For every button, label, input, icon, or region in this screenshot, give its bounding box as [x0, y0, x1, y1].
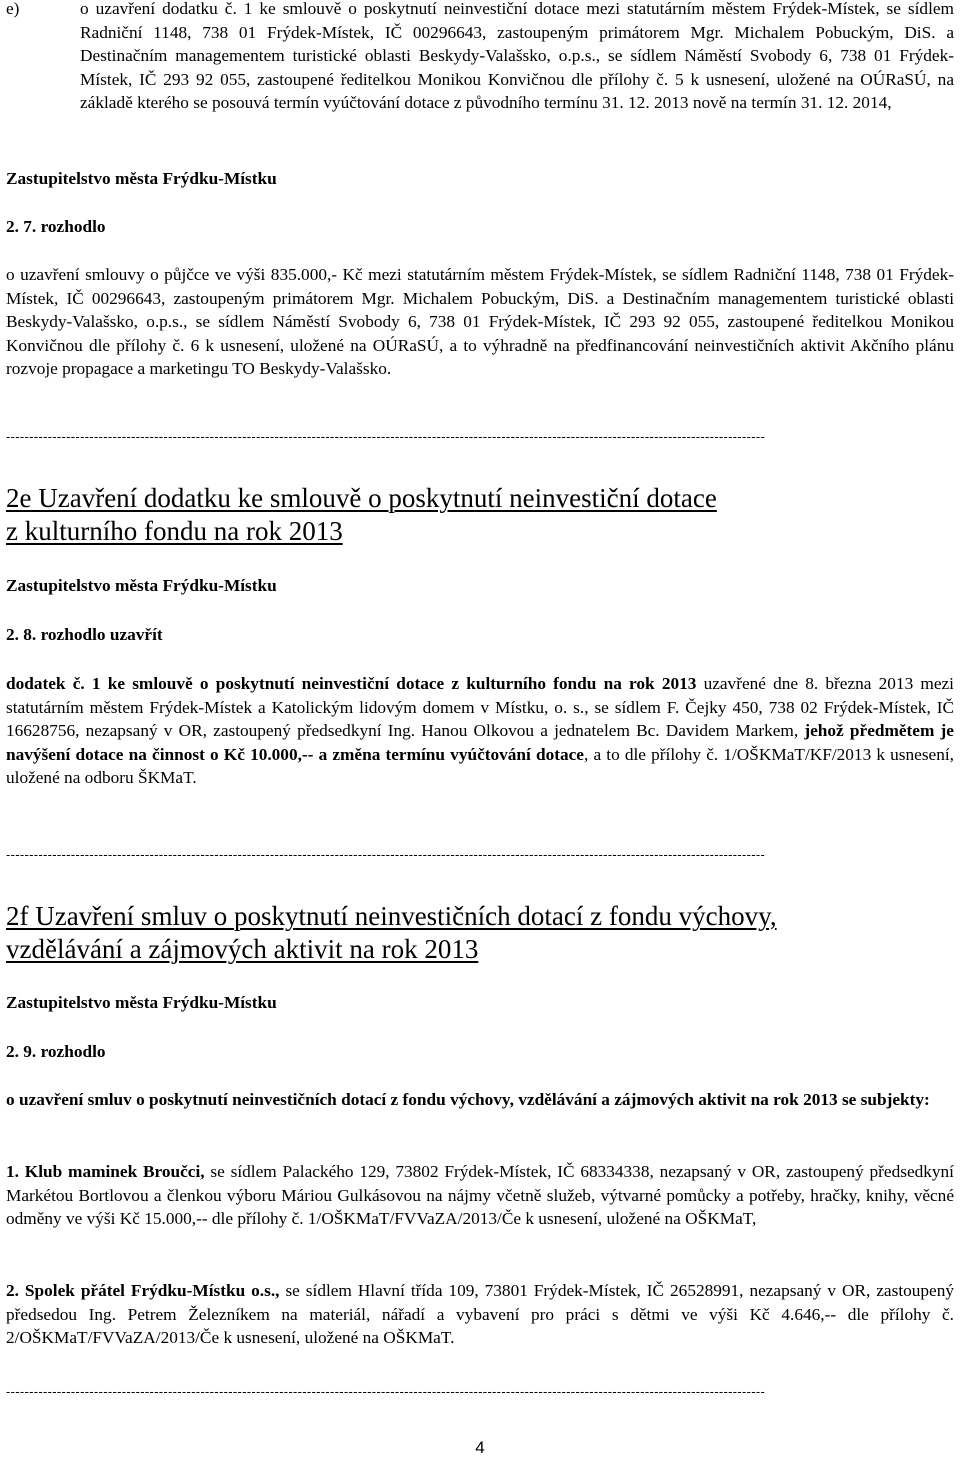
section-e: [0, 0, 960, 137]
list-item: [6, 1279, 954, 1350]
item-1-text: se sídlem Palackého 129, 73802 Frýdek-Místek, IČ 68334338, nezapsaný v OR, zastoupený předsedkyní Markétou Bortlovou a členkou výboru Máriou Gulkásovou na nájmy včetně služeb, výtvarné pomůcky a potřeby, hračky, knihy, věcné odměny ve výši Kč 15.000,-- dle přílohy č. 1/OŠKMaT/FVVaZA/2013/Če k usnesení, uložené na OŠKMaT,: [6, 1162, 954, 1228]
heading-2f-line2: vzdělávání a zájmových aktivit na rok 2013: [6, 934, 479, 964]
section-2e-text-1: uzavřené dne 8. března 2013 mezi statutárním městem Frýdek-Místek a Katolickým lidovým domem v Místku, o. s., se sídlem F. Čejky 450, 738 02 Frýdek-Místek, IČ 16628756, nezapsaný v OR, zastoupený předsedkyní Ing. Hanou Olkovou a jednatelem Bc. Davidem Markem,: [6, 674, 954, 740]
section-2e-bold-2: jehož předmětem je navýšení dotace na činnost o Kč 10.000,-- a změna termínu vyúčtování dotace: [6, 721, 954, 764]
section-2e-paragraph: [6, 672, 954, 790]
heading-2f-line1: 2f Uzavření smluv o poskytnutí neinvestičních dotací z fondu výchovy,: [6, 901, 777, 931]
decision-2-9: 2. 9. rozhodlo: [6, 1042, 106, 1061]
section-e-text: o uzavření dodatku č. 1 ke smlouvě o poskytnutí neinvestiční dotace mezi statutárním městem Frýdek-Místek, se sídlem Radniční 1148, 738 01 Frýdek-Místek, IČ 00296643, zastoupeným primátorem Mgr. Michalem Pobuckým, DiS. a Destinačním managementem turistické oblasti Beskydy-Valašsko, o.p.s., se sídlem Náměstí Svobody 6, 738 01 Frýdek-Místek, IČ 293 92 055, zastoupené ředitelkou Monikou Konvičnou dle přílohy č. 5 k usnesení, uložené na OÚRaSÚ, na základě kterého se posouvá termín vyúčtování dotace z původního termínu 31. 12. 2013 nově na termín 31. 12. 2014,: [80, 0, 954, 112]
list-item: [6, 1160, 954, 1231]
decision-2-8: 2. 8. rozhodlo uzavřít: [6, 625, 163, 644]
decision-2-7: 2. 7. rozhodlo: [6, 217, 106, 236]
section-2e-bold-1: dodatek č. 1 ke smlouvě o poskytnutí neinvestiční dotace z kulturního fondu na rok 2013: [6, 674, 697, 693]
resolution-2-7-text: o uzavření smlouvy o půjčce ve výši 835.000,- Kč mezi statutárním městem Frýdek-Místek, se sídlem Radniční 1148, 738 01 Frýdek-Místek, IČ 00296643, zastoupeným primátorem Mgr. Michalem Pobuckým, DiS. a Destinačním managementem turistické oblasti Beskydy-Valašsko, o.p.s., se sídlem Náměstí Svobody 6, 738 01 Frýdek-Místek, IČ 293 92 055, zastoupené ředitelkou Monikou Konvičnou dle přílohy č. 6 k usnesení, uložené na OÚRaSÚ, a to výhradně na předfinancování neinvestičních aktivit Akčního plánu rozvoje propagace a marketingu TO Beskydy-Valašsko.: [6, 265, 954, 378]
section-2f-intro: o uzavření smluv o poskytnutí neinvestičních dotací z fondu výchovy, vzdělávání a zájmových aktivit na rok 2013 se subjekty:: [6, 1090, 930, 1109]
item-2-name: 2. Spolek přátel Frýdku-Místku o.s.,: [6, 1281, 280, 1300]
separator-2: --------------------------------------------------------------------------------------------------------------------------------------------------------------------: [6, 848, 766, 862]
page-number: 4: [475, 1438, 485, 1457]
heading-2e-line2: z kulturního fondu na rok 2013: [6, 516, 343, 546]
council-title-3: Zastupitelstvo města Frýdku-Místku: [6, 993, 277, 1012]
separator-3: --------------------------------------------------------------------------------------------------------------------------------------------------------------------: [6, 1385, 766, 1399]
heading-2e-line1: 2e Uzavření dodatku ke smlouvě o poskytnutí neinvestiční dotace: [6, 483, 717, 513]
section-e-label: e): [6, 0, 20, 18]
council-title-2: Zastupitelstvo města Frýdku-Místku: [6, 576, 277, 595]
item-2-text: se sídlem Hlavní třída 109, 73801 Frýdek-Místek, IČ 26528991, nezapsaný v OR, zastoupený předsedou Ing. Petrem Železníkem na materiál, nářadí a vybavení pro práci s dětmi ve výši Kč 4.646,-- dle přílohy č. 2/OŠKMaT/FVVaZA/2013/Če k usnesení, uložené na OŠKMaT.: [6, 1281, 954, 1347]
item-1-name: 1. Klub maminek Broučci,: [6, 1162, 205, 1181]
council-title-1: Zastupitelstvo města Frýdku-Místku: [6, 169, 277, 188]
section-2e-text-2: , a to dle přílohy č. 1/OŠKMaT/KF/2013 k usnesení, uložené na odboru ŠKMaT.: [6, 744, 954, 787]
separator-1: --------------------------------------------------------------------------------------------------------------------------------------------------------------------: [6, 430, 766, 444]
